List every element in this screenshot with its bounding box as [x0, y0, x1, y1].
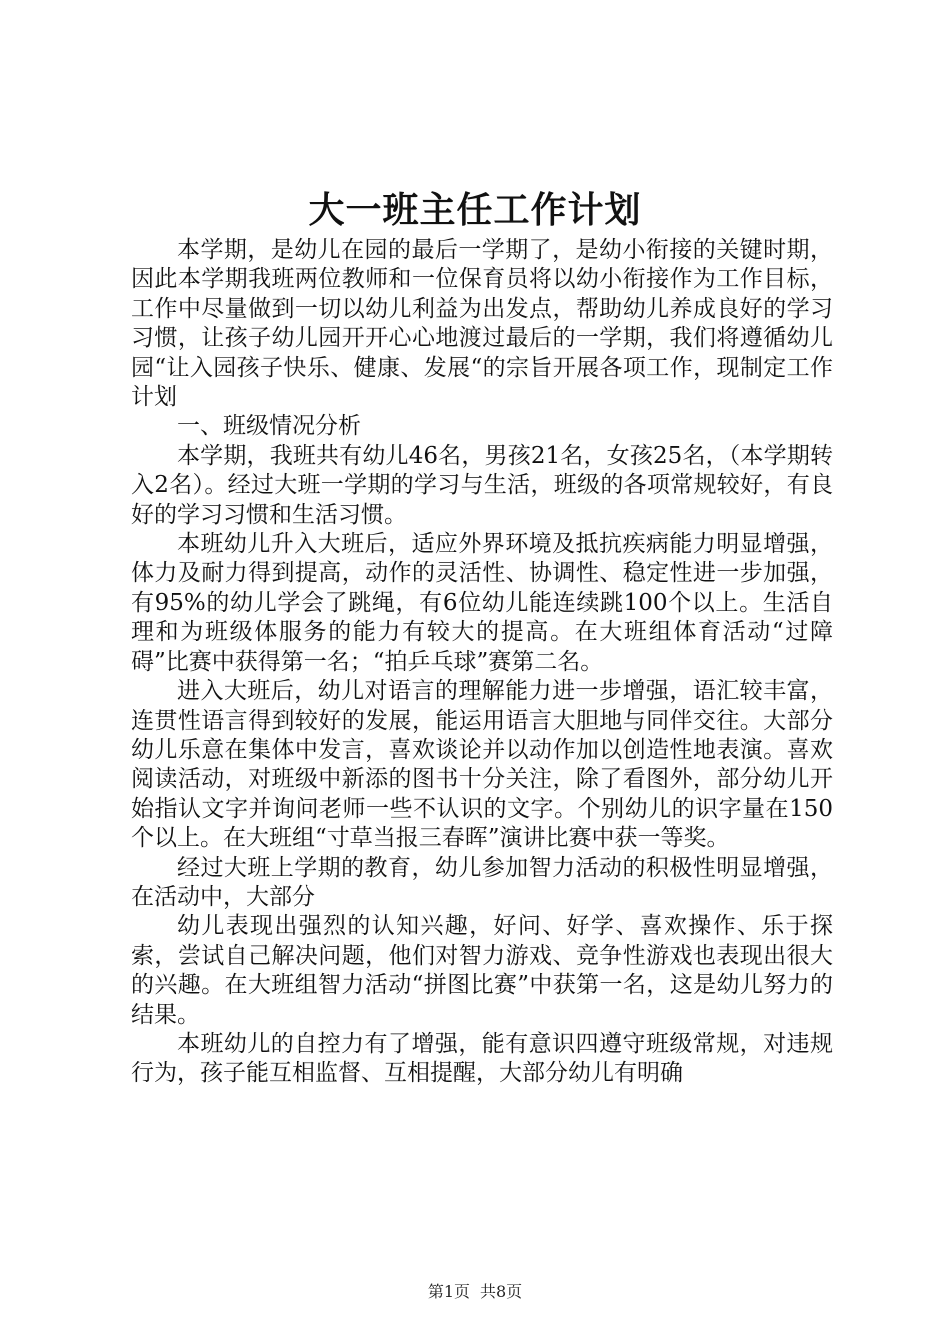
paragraph-physical-development: 本班幼儿升入大班后，适应外界环境及抵抗疾病能力明显增强，体力及耐力得到提高，动作的灵活性、协调性、稳定性进一步加强，有95%的幼儿学会了跳绳，有6位幼儿能连续跳100个以上。生活自理和为班级体服务的能力有较大的提高。在大班组体育活动“过障碍”比赛中获得第一名；“拍乒乓球”赛第二名。 — [131, 531, 833, 675]
page-footer — [0, 1281, 950, 1303]
section-heading-class-analysis: 一、班级情况分析 — [177, 413, 361, 440]
page-total: 共8页 — [480, 1282, 523, 1301]
paragraph-class-size: 本学期，我班共有幼儿46名，男孩21名，女孩25名，（本学期转入2名）。经过大班一学期的学习与生活，班级的各项常规较好，有良好的学习习惯和生活习惯。 — [131, 442, 833, 528]
paragraph-cognitive-interest: 幼儿表现出强烈的认知兴趣，好问、好学、喜欢操作、乐于探索，尝试自己解决问题，他们对智力游戏、竞争性游戏也表现出很大的兴趣。在大班组智力活动“拼图比赛”中获第一名，这是幼儿努力的结果。 — [131, 913, 833, 1028]
document-title: 大一班主任工作计划 — [308, 189, 642, 231]
paragraph-self-control: 本班幼儿的自控力有了增强，能有意识四遵守班级常规，对违规行为，孩子能互相监督、互相提醒，大部分幼儿有明确 — [131, 1030, 833, 1087]
page-number: 第1页 — [427, 1282, 470, 1301]
paragraph-intro: 本学期，是幼儿在园的最后一学期了，是幼小衔接的关键时期，因此本学期我班两位教师和一位保育员将以幼小衔接作为工作目标，工作中尽量做到一切以幼儿利益为出发点，帮助幼儿养成良好的学习习惯，让孩子幼儿园开开心心地渡过最后的一学期，我们将遵循幼儿园“让入园孩子快乐、健康、发展“的宗旨开展各项工作，现制定工作计划 — [131, 237, 833, 411]
paragraph-intellectual-activity: 经过大班上学期的教育，幼儿参加智力活动的积极性明显增强，在活动中，大部分 — [131, 854, 833, 910]
document-body — [131, 236, 833, 1089]
paragraph-language-development: 进入大班后，幼儿对语言的理解能力进一步增强，语汇较丰富，连贯性语言得到较好的发展，能运用语言大胆地与同伴交往。大部分幼儿乐意在集体中发言，喜欢谈论并以动作加以创造性地表演。喜欢阅读活动，对班级中新添的图书十分关注，除了看图外，部分幼儿开始指认文字并询问老师一些不认识的文字。个别幼儿的识字量在150个以上。在大班组“寸草当报三春晖”演讲比赛中获一等奖。 — [131, 678, 833, 852]
